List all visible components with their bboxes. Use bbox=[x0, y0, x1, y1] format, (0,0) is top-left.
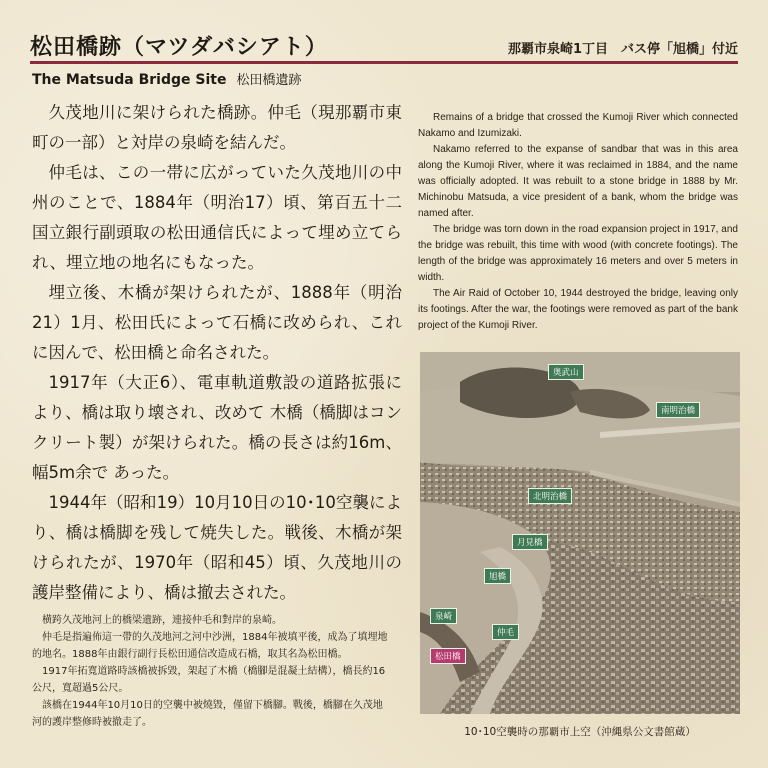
aerial-photo bbox=[420, 352, 740, 714]
chinese-text-block bbox=[32, 612, 392, 731]
japanese-paragraph: 久茂地川に架けられた橋跡。仲毛（現那覇市東町の一部）と対岸の泉崎を結んだ。 bbox=[32, 103, 402, 152]
map-label: 月見橋 bbox=[512, 534, 548, 550]
location-text: 那覇市泉崎1丁目 バス停「旭橋」付近 bbox=[507, 42, 738, 57]
sign-header bbox=[30, 30, 738, 64]
japanese-text-block bbox=[32, 98, 402, 608]
japanese-paragraph: 埋立後、木橋が架けられたが、1888年（明治21）1月、松田氏によって石橋に改められ、これに因んで、松田橋と命名された。 bbox=[32, 283, 402, 362]
map-label: 南明治橋 bbox=[656, 402, 700, 418]
map-label: 仲毛 bbox=[492, 624, 519, 640]
english-paragraph: Remains of a bridge that crossed the Kumoji River which connected Nakamo and Izumizaki. bbox=[418, 112, 738, 139]
map-label: 旭橋 bbox=[484, 568, 511, 584]
japanese-paragraph: 1944年（昭和19）10月10日の10･10空襲により、橋は橋脚を残して焼失した。戦後、木橋が架けられたが、1970年（昭和45）頃、久茂地川の護岸整備により、橋は撤去された。 bbox=[32, 493, 402, 602]
japanese-paragraph: 1917年（大正6）、電車軌道敷設の道路拡張により、橋は取り壊され、改めて 木橋（橋脚はコンクリート製）が架けられた。橋の長さは約16m、幅5m余で あった。 bbox=[32, 373, 402, 482]
map-label: 泉崎 bbox=[430, 608, 457, 624]
chinese-paragraph: 1917年拓寬道路時該橋被拆毀，架起了木橋（橋腳是混凝土結構），橋長約16公尺，寬超過5公尺。 bbox=[32, 666, 386, 694]
japanese-paragraph: 仲毛は、この一帯に広がっていた久茂地川の中州のことで、1884年（明治17）頃、第百五十二国立銀行副頭取の松田通信氏によって埋め立てられ、埋立地の地名にもなった。 bbox=[32, 163, 402, 272]
subtitle bbox=[32, 69, 301, 88]
chinese-paragraph: 横跨久茂地河上的橋梁遺跡，連接仲毛和對岸的泉崎。 bbox=[42, 615, 282, 626]
english-paragraph: The bridge was torn down in the road expansion project in 1917, and the bridge was rebuilt, this time with wood (with concrete footings). The length of the bridge was approximately 16 meters and over 5 meters in width. bbox=[418, 224, 738, 283]
english-paragraph: The Air Raid of October 10, 1944 destroyed the bridge, leaving only its footings. After the war, the footings were removed as part of the bank project of the Kumoji River. bbox=[418, 288, 738, 331]
map-label: 北明治橋 bbox=[528, 488, 572, 504]
english-text-block bbox=[418, 110, 738, 334]
page-title: 松田橋跡（マツダバシアト） bbox=[30, 35, 328, 60]
english-paragraph: Nakamo referred to the expanse of sandbar that was in this area along the Kumoji River, where it was reclaimed in 1884, and the name was officially adopted. It was rebuilt to a stone bridge in 1888 by Mr. Michinobu Matsuda, a vice president of a bank, whom the bridge was named after. bbox=[418, 144, 738, 219]
subtitle-japanese: 松田橋遺跡 bbox=[236, 73, 302, 88]
map-label: 奥武山 bbox=[548, 364, 584, 380]
photo-caption: 10･10空襲時の那覇市上空（沖縄県公文書館蔵） bbox=[464, 726, 696, 738]
subtitle-english: The Matsuda Bridge Site bbox=[32, 72, 227, 88]
map-label-highlight: 松田橋 bbox=[430, 648, 466, 664]
chinese-paragraph: 該橋在1944年10月10日的空襲中被燒毀，僅留下橋腳。戰後，橋腳在久茂地河的護岸整修時被撤走了。 bbox=[32, 700, 383, 728]
chinese-paragraph: 仲毛是指遍佈這一帶的久茂地河之河中沙洲，1884年被填平後，成為了填埋地的地名。1888年由銀行副行長松田通信改造成石橋，取其名為松田橋。 bbox=[32, 632, 388, 660]
title-divider bbox=[30, 61, 738, 64]
